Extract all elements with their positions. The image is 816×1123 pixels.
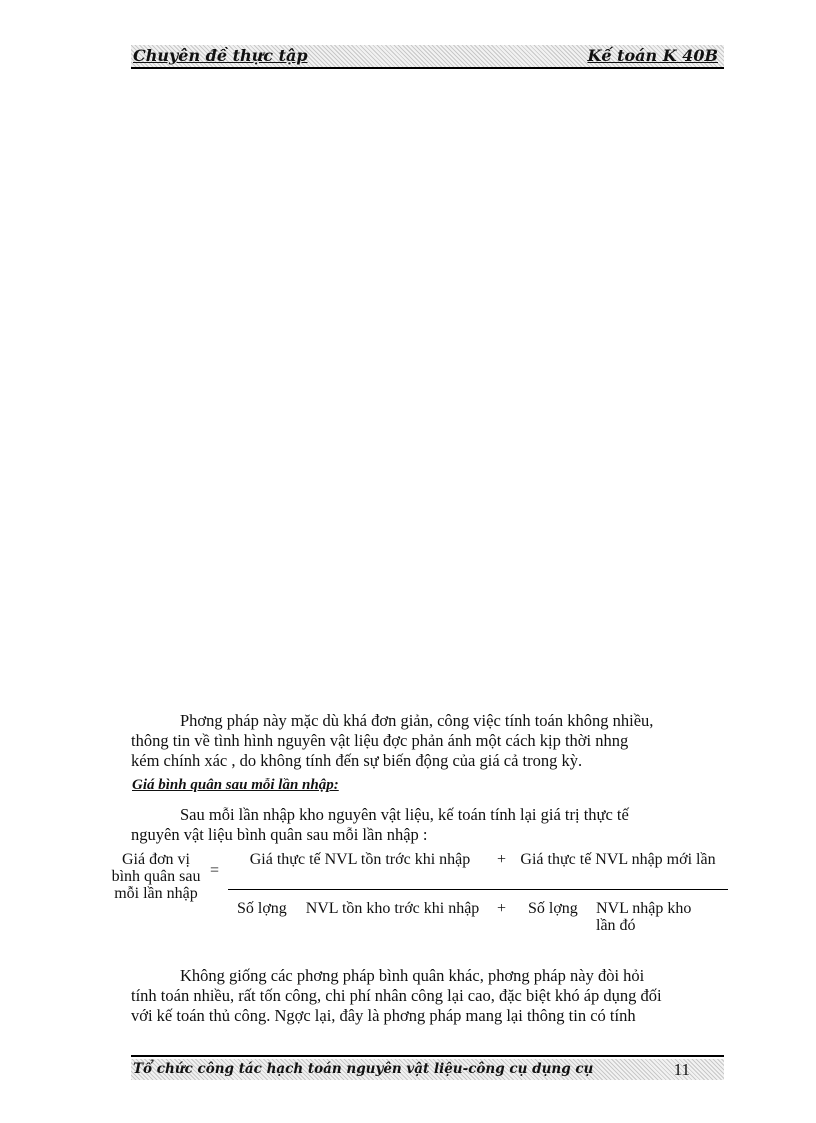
paragraph-intro <box>131 805 726 845</box>
formula-denominator-term1a: Số lợng <box>237 900 287 917</box>
footer-rule <box>131 1055 724 1057</box>
formula-denominator-term2a: Số lợng <box>528 900 578 917</box>
section-heading: Giá bình quân sau mỗi lần nhập: <box>132 777 339 793</box>
text-line: nguyên vật liệu bình quân sau mỗi lần nhập : <box>131 825 428 844</box>
formula-plus: + <box>497 851 507 868</box>
footer-title: Tổ chức công tác hạch toán nguyên vật liệu-công cụ dụng cụ <box>133 1061 594 1077</box>
text-line: Sau mỗi lần nhập kho nguyên vật liệu, kế toán tính lại giá trị thực tế <box>180 805 629 824</box>
formula-numerator-term2: Giá thực tế NVL nhập mới lần <box>520 851 716 868</box>
text-line: tính toán nhiều, rất tốn công, chi phí nhân công lại cao, đặc biệt khó áp dụng đối <box>131 986 662 1005</box>
formula-numerator-term1: Giá thực tế NVL tồn trớc khi nhập <box>249 851 471 868</box>
formula-lhs: Giá đơn vị bình quân sau mỗi lần nhập <box>111 851 201 902</box>
fraction-bar <box>228 889 728 890</box>
formula-plus: + <box>497 900 507 917</box>
paragraph-comparison <box>131 966 726 1026</box>
header-right-title: Kế toán K 40B <box>587 46 718 65</box>
text-line: kém chính xác , do không tính đến sự biến động của giá cả trong kỳ. <box>131 751 583 770</box>
formula-denominator-term2b: NVL nhập kho lần đó <box>596 900 692 934</box>
text-line: Phơng pháp này mặc dù khá đơn giản, công việc tính toán không nhiều, <box>180 711 654 730</box>
text-line: thông tin về tình hình nguyên vật liệu đợc phản ánh một cách kịp thời nhng <box>131 731 629 750</box>
text-line: với kế toán thủ công. Ngợc lại, đây là phơng pháp mang lại thông tin có tính <box>131 1006 636 1025</box>
header-left-title: Chuyên đề thực tập <box>133 46 308 65</box>
formula-equals: = <box>210 862 220 879</box>
page-header <box>131 45 724 69</box>
page-footer <box>131 1059 724 1080</box>
formula-denominator-term1b: NVL tồn kho trớc khi nhập <box>305 900 480 917</box>
text-line: Không giống các phơng pháp bình quân khác, phơng pháp này đòi hỏi <box>180 966 645 985</box>
page-number: 11 <box>673 1060 690 1079</box>
paragraph-method-note <box>131 711 726 771</box>
